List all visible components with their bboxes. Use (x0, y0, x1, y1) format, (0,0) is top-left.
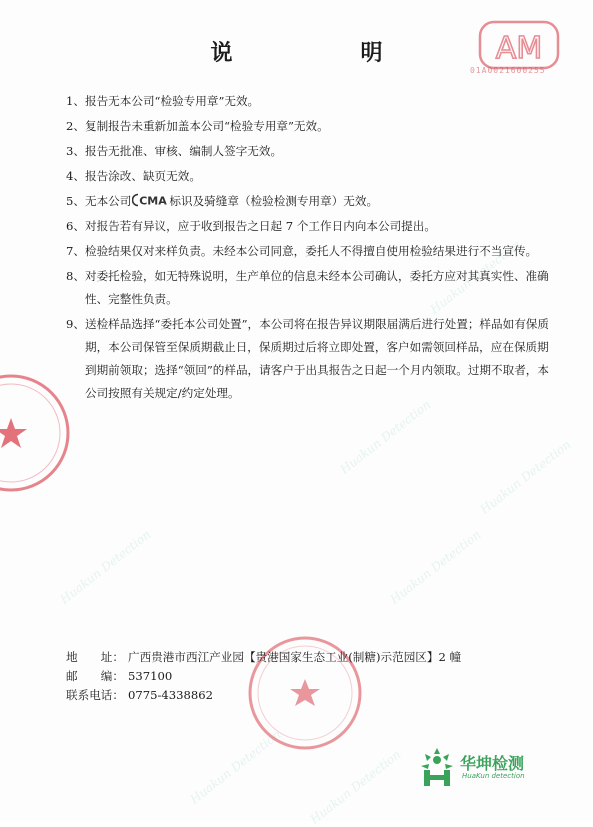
list-item (66, 140, 556, 163)
contact-info (66, 648, 461, 705)
item-text: 检验结果仅对来样负责。未经本公司同意，委托人不得擅自使用检验结果进行不当宣传。 (84, 244, 538, 258)
am-stamp-text: AM (495, 31, 543, 66)
watermark: Huakun Detection (427, 237, 524, 317)
address-value: 广西贵港市西江产业园【贵港国家生态工业(制糖)示范园区】2 幢 (128, 650, 462, 664)
phone-value: 0775-4338862 (128, 688, 214, 702)
item-text-after: 标识及骑缝章（检验检测专用章）无效。 (169, 194, 379, 208)
item-number: 8、 (66, 269, 85, 283)
watermark: Huakun Detection (57, 527, 154, 607)
postcode-row (66, 667, 461, 686)
notes-list (66, 90, 556, 407)
item-number: 9、 (66, 317, 85, 331)
item-text: 报告涂改、缺页无效。 (84, 169, 201, 183)
item-text: 复制报告未重新加盖本公司“检验专用章”无效。 (84, 119, 329, 133)
address-label: 地 址： (66, 650, 124, 664)
am-stamp-code: 01A0021600255 (470, 66, 546, 75)
cma-logo-text: CMA (139, 194, 168, 207)
phone-label: 联系电话： (66, 688, 124, 702)
item-number: 2、 (66, 119, 85, 133)
cma-logo-icon (132, 193, 168, 207)
company-seal-left (0, 372, 72, 494)
item-text: 报告无本公司“检验专用章”无效。 (84, 94, 260, 108)
brand-subtitle: HuaKun detection (462, 772, 525, 780)
item-text: 对委托检验，如无特殊说明，生产单位的信息未经本公司确认，委托方应对其真实性、准确性、完整性负责。 (84, 269, 549, 306)
list-item (66, 115, 556, 138)
watermark: Huakun Detection (337, 397, 434, 477)
watermark: Huakun Detection (307, 747, 404, 827)
item-text (85, 190, 556, 213)
page-title: 说 明 (210, 41, 411, 66)
item-text: 对报告若有异议，应于收到报告之日起 7 个工作日内向本公司提出。 (84, 219, 436, 233)
brand-name: 华坤检测 (460, 754, 525, 773)
item-number: 3、 (66, 144, 85, 158)
item-number: 6、 (66, 219, 85, 233)
item-text-before: 无本公司 (84, 194, 132, 208)
item-number: 4、 (66, 169, 85, 183)
item-number: 1、 (66, 94, 85, 108)
watermark: Huakun Detection (477, 437, 574, 517)
postcode-value: 537100 (128, 669, 173, 683)
item-number: 7、 (66, 244, 85, 258)
list-item (66, 165, 556, 188)
list-item (66, 215, 556, 238)
list-item (66, 265, 556, 311)
watermark: Huakun Detection (187, 727, 284, 807)
list-item (66, 190, 556, 213)
phone-row (66, 686, 461, 705)
address-row (66, 648, 461, 667)
postcode-label: 邮 编： (66, 669, 124, 683)
list-item (66, 240, 556, 263)
item-number: 5、 (66, 194, 85, 208)
list-item (66, 313, 556, 405)
watermark: Huakun Detection (387, 527, 484, 607)
item-text: 报告无批准、审核、编制人签字无效。 (84, 144, 283, 158)
list-item (66, 90, 556, 113)
item-text: 送检样品选择“委托本公司处置”，本公司将在报告异议期限届满后进行处置；样品如有保质期，本公司保管至保质期截止日，保质期过后将立即处置，客户如需领回样品，应在保质期到期前领取；选择“领回”的样品，请客户于出具报告之日起一个月内领取。过期不取者，本公司按照有关规定/约定处理。 (84, 317, 549, 400)
